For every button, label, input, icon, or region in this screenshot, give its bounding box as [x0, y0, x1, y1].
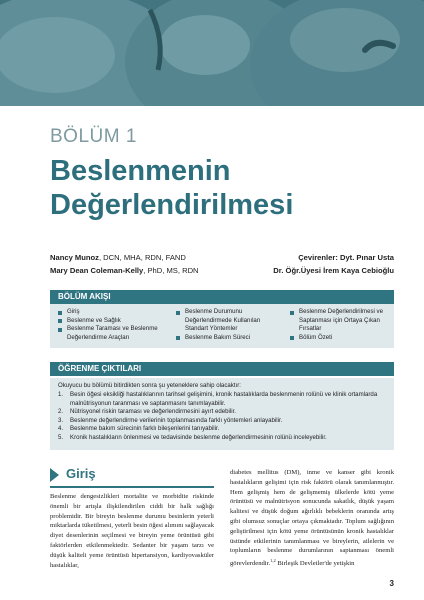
outcome-number: 1.	[58, 391, 64, 398]
author-credentials: , DCN, MHA, RDN, FAND	[98, 253, 186, 262]
body-text: Birleşik Devletler'de yetişkin	[275, 560, 355, 568]
author-name: Mary Dean Coleman-Kelly	[50, 265, 144, 275]
section-divider	[50, 486, 214, 488]
intro-section-title: Giriş	[66, 466, 96, 481]
chapter-flow-column-1	[58, 308, 168, 342]
triangle-arrow-icon	[50, 468, 59, 482]
learning-outcome-item	[58, 425, 390, 434]
chapter-flow-heading: BÖLÜM AKIŞI	[50, 290, 394, 304]
learning-outcomes-box	[50, 378, 394, 450]
learning-outcome-item	[58, 417, 390, 426]
body-text-right-column	[230, 468, 394, 569]
author-list	[50, 252, 199, 277]
chapter-flow-item: Beslenme Değerlendirilmesi ve Saptanması için Ortaya Çıkan Fırsatlar	[290, 308, 390, 334]
chapter-flow-item: Giriş	[58, 308, 168, 317]
translator-list	[273, 252, 394, 277]
outcome-text: Beslenme değerlendirme verilerinin toplanmasında farklı yöntemleri anlayabilir.	[70, 416, 283, 424]
translator-1: Çevirenler: Dyt. Pınar Usta	[298, 253, 394, 262]
chapter-flow-item: Beslenme Durumunu Değerlendirmede Kullanılan Standart Yöntemler	[176, 308, 282, 334]
chapter-label: BÖLÜM 1	[50, 126, 137, 147]
page-number: 3	[389, 579, 394, 588]
learning-outcome-item	[58, 434, 390, 443]
body-paragraph: Beslenme dengesizlikleri mortalite ve morbidite riskinde önemli bir artışla ilişkilendirilen ciddi bir halk sağlığı problemidir. Bir bireyin beslenme durumu besinlerin yeterli miktarlarda tüketilmesi, yeterli besin öğesi alımını sağlayacak diyet desenlerinin seçilmesi ve bireyin yeme örüntüsü gibi faktörlerden etkilenmektedir. Sedanter bir yaşam tarzı ve düşük kaliteli yeme örüntüsü hipertansiyon, kardiyovasküler hastalıklar,	[50, 493, 214, 569]
learning-outcomes-heading: ÖĞRENME ÇIKTILARI	[50, 362, 394, 376]
chapter-flow-column-3	[290, 308, 390, 342]
body-paragraph	[230, 468, 394, 569]
chapter-flow-item: Beslenme ve Sağlık	[58, 317, 168, 326]
citation-superscript: 1,2	[270, 558, 276, 564]
outcome-text: Kronik hastalıkların önlenmesi ve tedavisinde beslenme değerlendirmesinin rolünü inceleyebilir.	[70, 433, 327, 441]
outcome-number: 2.	[58, 408, 64, 416]
chapter-flow-box	[50, 304, 394, 348]
apple-banner-image	[0, 0, 424, 106]
chapter-flow-column-2	[176, 308, 282, 342]
chapter-title-line-1: Beslenmenin	[50, 155, 231, 187]
author-credentials: , PhD, MS, RDN	[143, 265, 199, 275]
learning-outcome-item	[58, 391, 390, 408]
outcome-number: 4.	[58, 425, 64, 433]
chapter-flow-item: Beslenme Taraması ve Beslenme Değerlendirme Araçları	[58, 325, 168, 342]
outcome-text: Beslenme bakım sürecinin farklı bileşenlerini tanıyabilir.	[70, 425, 220, 433]
outcome-text: Besin öğesi eksikliği hastalıklarının tarihsel gelişimini, kronik hastalıklarda beslenmenin rolünü ve klinik ortamlarda malnütrisyonun taranması ve saptanmasını tanımlayabilir.	[70, 391, 378, 407]
outcome-text: Nütrisyonel riskin taraması ve değerlendirmesini ayırt edebilir.	[70, 408, 236, 416]
chapter-title	[50, 154, 293, 222]
chapter-flow-item: Bölüm Özeti	[290, 334, 390, 343]
body-text-left-column	[50, 492, 214, 570]
learning-outcomes-list	[58, 391, 390, 443]
chapter-title-line-2: Değerlendirilmesi	[50, 189, 294, 221]
learning-outcomes-intro: Okuyucu bu bölümü bitirdikten sonra şu yeteneklere sahip olacaktır:	[58, 382, 241, 389]
translator-2: Dr. Öğr.Üyesi İrem Kaya Cebioğlu	[273, 265, 394, 275]
chapter-flow-item: Beslenme Bakım Süreci	[176, 334, 282, 343]
learning-outcome-item	[58, 408, 390, 417]
outcome-number: 3.	[58, 416, 64, 424]
body-text: diabetes mellitus (DM), inme ve kanser gibi kronik hastalıkların gelişimi için risk faktörü olarak tanımlanmıştır. Hem gelişmiş hem de gelişmemiş ülkelerde kötü yeme örüntüsü ve malnütrisyon sonucunda sakatlık, düşük yaşam kalitesi ve düşük doğum ağırlıklı bebeklerin oranında artış gibi olumsuz sonuçlar ortaya çıkmaktadır. Toplum sağlığının geliştirilmesi için kötü yeme örüntüsünün kronik hastalıklar üstünde etkilerinin tanımlanması ve bireylerin, ailelerin ve toplumların beslenme durumlarının saptanması önemli görevlerdendir.	[230, 469, 394, 568]
author-1	[50, 252, 199, 265]
outcome-number: 5.	[58, 433, 64, 441]
author-2	[50, 265, 199, 278]
author-name: Nancy Munoz	[50, 253, 99, 262]
